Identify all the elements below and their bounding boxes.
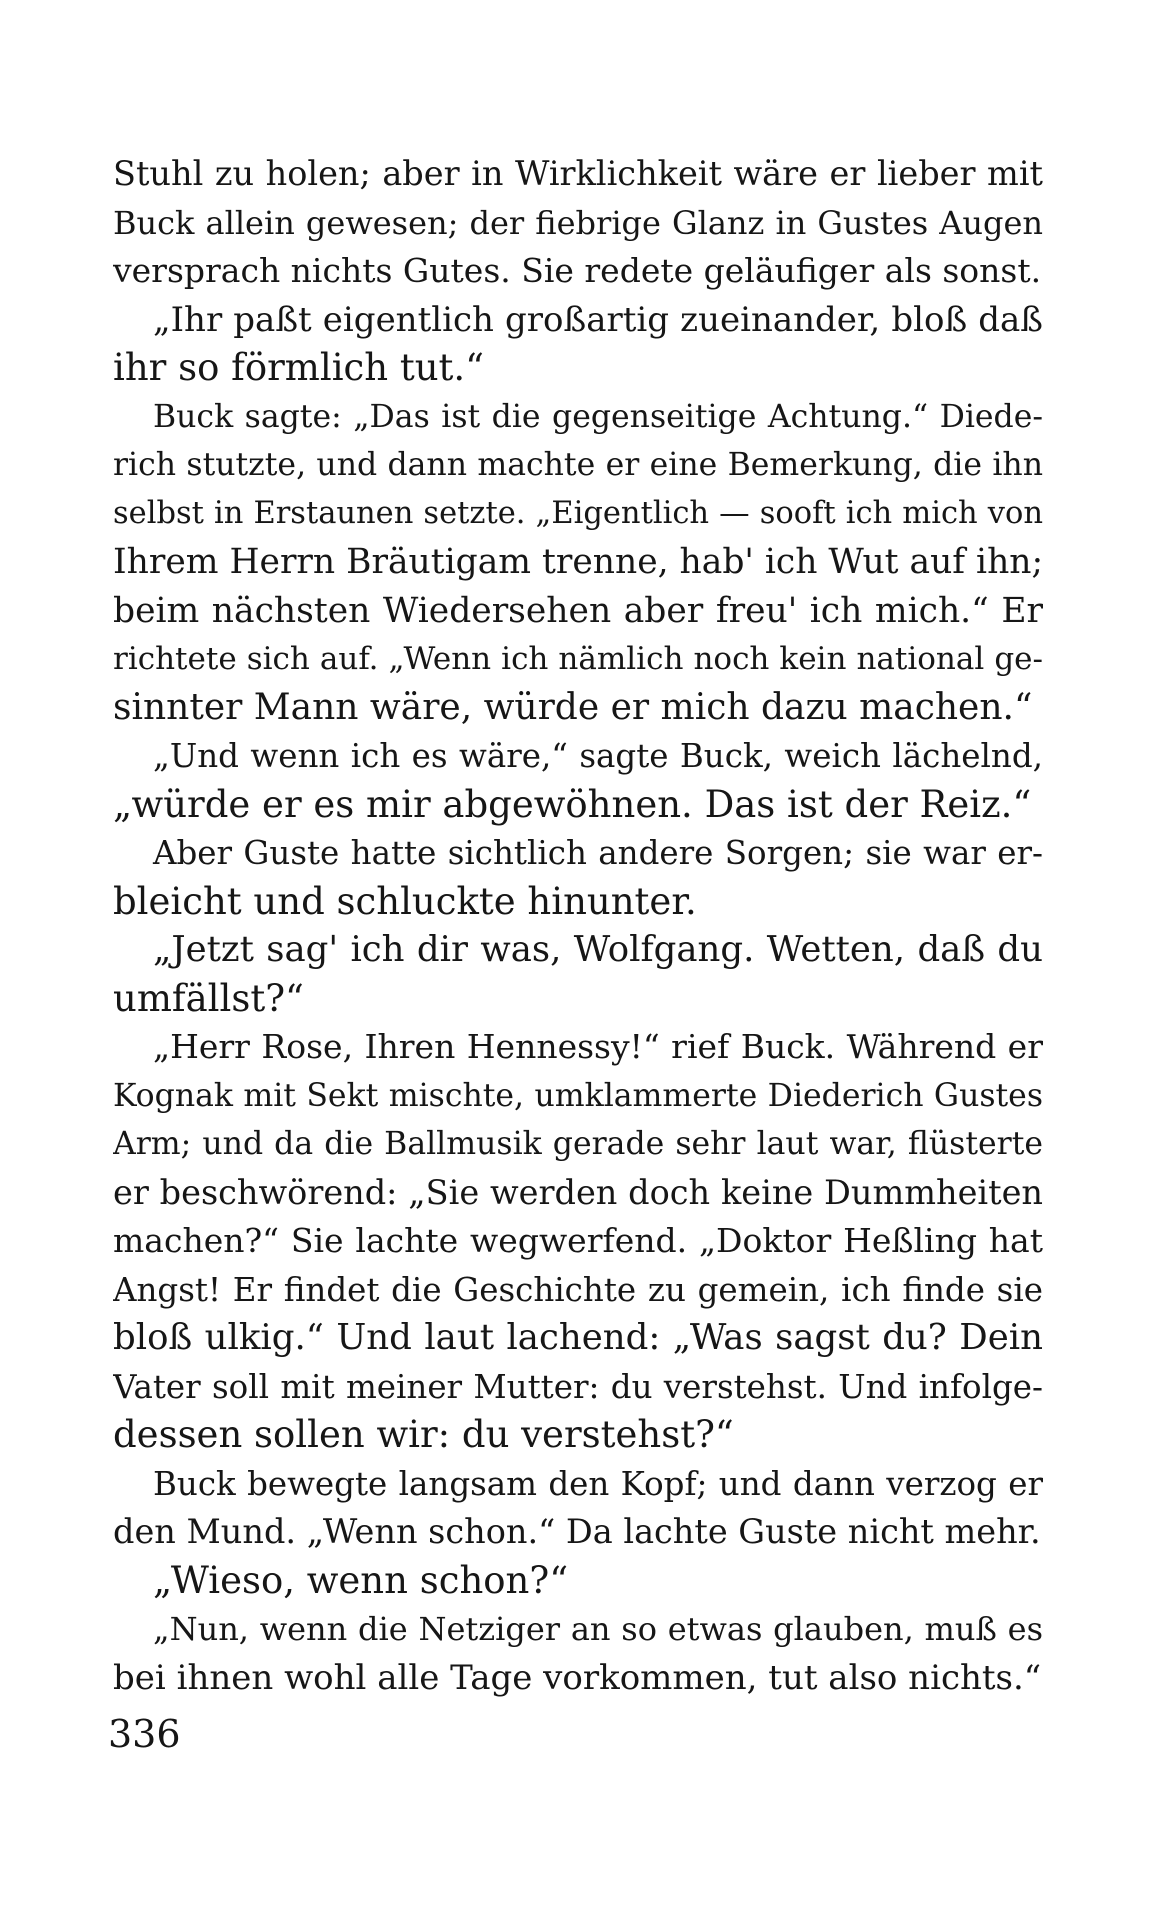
text-line: ihr so förmlich tut.“ bbox=[113, 346, 485, 389]
text-line: „Und wenn ich es wäre,“ sagte Buck, weich lächelnd, bbox=[153, 737, 1043, 775]
text-line: sinnter Mann wäre, würde er mich dazu machen.“ bbox=[113, 686, 1033, 728]
text-line: Kognak mit Sekt mischte, umklammerte Diederich Gustes bbox=[113, 1077, 1043, 1114]
body-text bbox=[113, 150, 1043, 1702]
text-line: richtete sich auf. „Wenn ich nämlich noch kein national ge- bbox=[113, 641, 1043, 677]
text-line: Buck bewegte langsam den Kopf; und dann verzog er bbox=[153, 1464, 1043, 1503]
text-line: „Ihr paßt eigentlich großartig zueinander, bloß daß bbox=[153, 299, 1043, 340]
page-number: 336 bbox=[108, 1712, 181, 1756]
text-line: Ihrem Herrn Bräutigam trenne, hab' ich Wut auf ihn; bbox=[113, 542, 1043, 582]
text-line: selbst in Erstaunen setzte. „Eigentlich — sooft ich mich von bbox=[113, 495, 1043, 531]
text-line: „Nun, wenn die Netziger an so etwas glauben, muß es bbox=[153, 1610, 1043, 1648]
text-line: „Herr Rose, Ihren Hennessy!“ rief Buck. Während er bbox=[153, 1027, 1043, 1066]
text-line: Buck sagte: „Das ist die gegenseitige Achtung.“ Diede- bbox=[153, 398, 1043, 435]
text-line: den Mund. „Wenn schon.“ Da lachte Guste nicht mehr. bbox=[113, 1512, 1041, 1551]
text-line: Buck allein gewesen; der fiebrige Glanz in Gustes Augen bbox=[113, 203, 1043, 242]
text-line: bei ihnen wohl alle Tage vorkommen, tut also nichts.“ bbox=[113, 1657, 1042, 1698]
text-line: machen?“ Sie lachte wegwerfend. „Doktor Heßling hat bbox=[113, 1221, 1043, 1260]
text-line: „Wieso, wenn schon?“ bbox=[153, 1558, 569, 1602]
text-line: er beschwörend: „Sie werden doch keine Dummheiten bbox=[113, 1172, 1043, 1212]
text-line: umfällst?“ bbox=[113, 976, 304, 1020]
text-line: versprach nichts Gutes. Sie redete geläufiger als sonst. bbox=[113, 251, 1042, 290]
text-line: bleicht und schluckte hinunter. bbox=[113, 879, 697, 923]
text-line: rich stutzte, und dann machte er eine Bemerkung, die ihn bbox=[113, 447, 1043, 483]
text-line: „Jetzt sag' ich dir was, Wolfgang. Wetten, daß du bbox=[153, 929, 1043, 970]
text-line: Stuhl zu holen; aber in Wirklichkeit wäre er lieber mit bbox=[113, 154, 1043, 193]
text-line: beim nächsten Wiedersehen aber freu' ich mich.“ Er bbox=[113, 590, 1043, 631]
text-line: Arm; und da die Ballmusik gerade sehr laut war, flüsterte bbox=[113, 1126, 1043, 1162]
text-line: Vater soll mit meiner Mutter: du verstehst. Und infolge- bbox=[113, 1367, 1043, 1406]
text-line: dessen sollen wir: du verstehst?“ bbox=[113, 1413, 734, 1456]
text-line: bloß ulkig.“ Und laut lachend: „Was sagst du? Dein bbox=[113, 1317, 1043, 1358]
text-line: „würde er es mir abgewöhnen. Das ist der Reiz.“ bbox=[113, 782, 1032, 826]
text-line: Aber Guste hatte sichtlich andere Sorgen; sie war er- bbox=[153, 834, 1043, 872]
text-line: Angst! Er findet die Geschichte zu gemein, ich finde sie bbox=[113, 1270, 1043, 1309]
